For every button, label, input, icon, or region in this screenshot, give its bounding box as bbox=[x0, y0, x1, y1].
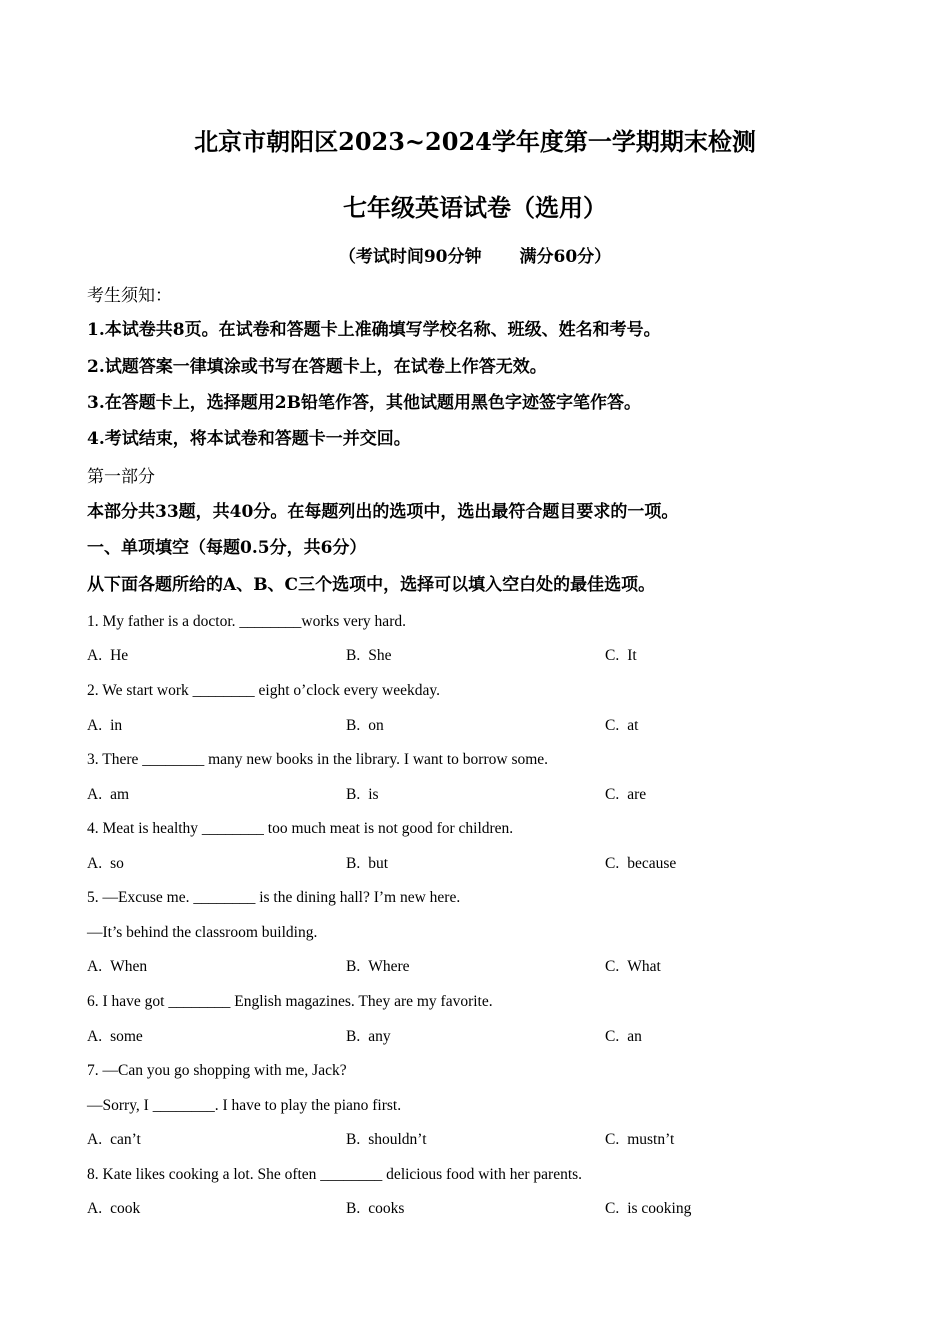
option-c: C. because bbox=[605, 855, 677, 872]
question-stem-line: —It’s behind the classroom building. bbox=[87, 924, 318, 941]
option-b: B. any bbox=[346, 1028, 391, 1045]
question-stem: 6. I have got ________ English magazines. They are my favorite. bbox=[87, 993, 493, 1010]
exam-title: 北京市朝阳区2023~2024学年度第一学期期末检测 bbox=[194, 127, 756, 156]
option-c: C. are bbox=[605, 786, 647, 803]
option-b: B. cooks bbox=[346, 1200, 405, 1217]
part-description: 本部分共33题，共40分。在每题列出的选项中，选出最符合题目要求的一项。 bbox=[87, 502, 679, 522]
option-c: C. mustn’t bbox=[605, 1131, 675, 1148]
full-score: 满分60分） bbox=[519, 247, 612, 267]
option-b: B. shouldn’t bbox=[346, 1131, 427, 1148]
option-a: A. so bbox=[87, 855, 124, 872]
notice-item: 4.考试结束，将本试卷和答题卡一并交回。 bbox=[87, 429, 411, 449]
section-instruction: 从下面各题所给的A、B、C三个选项中，选择可以填入空白处的最佳选项。 bbox=[87, 575, 656, 595]
notice-item: 1.本试卷共8页。在试卷和答题卡上准确填写学校名称、班级、姓名和考号。 bbox=[87, 320, 661, 340]
option-b: B. is bbox=[346, 786, 379, 803]
question-stem: 1. My father is a doctor. ________works very hard. bbox=[87, 613, 406, 630]
section-title: 一、单项填空（每题0.5分，共6分） bbox=[87, 538, 367, 558]
notice-item: 2.试题答案一律填涂或书写在答题卡上，在试卷上作答无效。 bbox=[87, 357, 547, 377]
part-name: 第一部分 bbox=[87, 467, 155, 487]
option-c: C. What bbox=[605, 958, 661, 975]
option-c: C. is cooking bbox=[605, 1200, 692, 1217]
notice-heading: 考生须知： bbox=[87, 286, 172, 306]
option-b: B. but bbox=[346, 855, 389, 872]
option-a: A. am bbox=[87, 786, 130, 803]
notice-item: 3.在答题卡上，选择题用2B铅笔作答，其他试题用黑色字迹签字笔作答。 bbox=[87, 393, 641, 413]
option-b: B. on bbox=[346, 717, 384, 734]
option-a: A. When bbox=[87, 958, 148, 975]
exam-subtitle: 七年级英语试卷（选用） bbox=[343, 193, 607, 222]
question-stem: 5. —Excuse me. ________ is the dining hall? I’m new here. bbox=[87, 889, 461, 906]
question-stem: 3. There ________ many new books in the library. I want to borrow some. bbox=[87, 751, 549, 768]
option-a: A. He bbox=[87, 647, 129, 664]
question-stem: 4. Meat is healthy ________ too much meat is not good for children. bbox=[87, 820, 514, 837]
option-c: C. It bbox=[605, 647, 637, 664]
question-stem: 2. We start work ________ eight o’clock every weekday. bbox=[87, 682, 440, 699]
option-b: B. She bbox=[346, 647, 392, 664]
question-stem: 8. Kate likes cooking a lot. She often ________ delicious food with her parents. bbox=[87, 1166, 583, 1183]
option-a: A. in bbox=[87, 717, 123, 734]
question-stem-line: —Sorry, I ________. I have to play the piano first. bbox=[87, 1097, 402, 1114]
exam-time: （考试时间90分钟 bbox=[338, 247, 482, 267]
option-b: B. Where bbox=[346, 958, 410, 975]
option-a: A. some bbox=[87, 1028, 143, 1045]
option-a: A. can’t bbox=[87, 1131, 141, 1148]
option-c: C. at bbox=[605, 717, 639, 734]
exam-info bbox=[0, 245, 950, 269]
question-stem: 7. —Can you go shopping with me, Jack? bbox=[87, 1062, 347, 1079]
option-a: A. cook bbox=[87, 1200, 141, 1217]
option-c: C. an bbox=[605, 1028, 642, 1045]
